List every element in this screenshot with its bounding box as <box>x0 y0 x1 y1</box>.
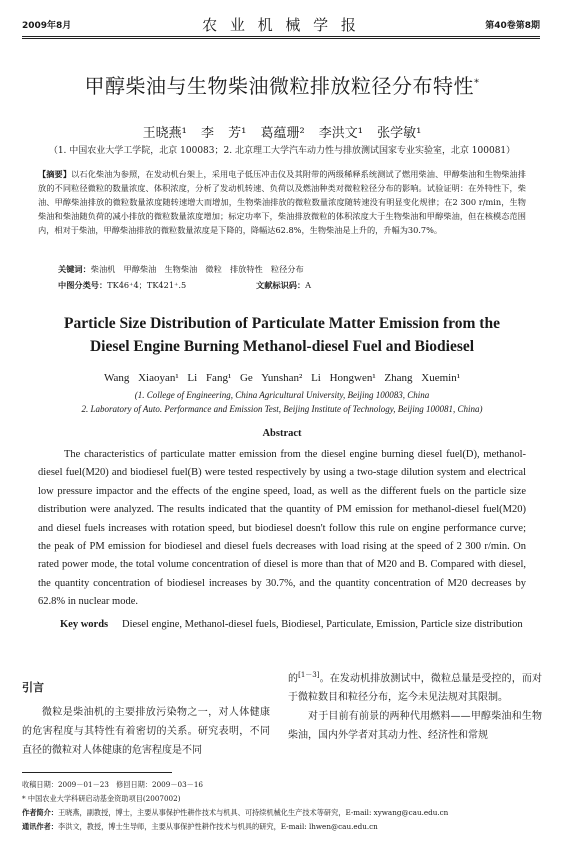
document-code <box>256 280 311 291</box>
header-date: 2009年8月 <box>22 21 72 31</box>
citation-ref: [1－3] <box>298 671 320 679</box>
english-abstract: The characteristics of particulate matter emission from the diesel engine burning diesel fuel(D), methanol-diesel fuel(M20) and biodiesel fuel(B) were tested respectively by using a two-stage dilution system and electrical low pressure impactor and the effects of the engine speed, load, as well as the different fuels on the particle size distribution were analyzed. The results indicated that the quantity of PM emission for methanol-diesel fuel(M20) and diesel fuels increases with rotation speed, but biodiesel doesn't follow this rule on engine performance curve; the peak of PM emission for biodiesel and diesel fuels decreases with load rising at the speed of 2 300 r/min. On rated power mode, the total volume concentration of diesel is more than that of M20 and B. Compared with diesel, the quantity concentration of biodiesel increases by 30.7%, and the quantity concentration of M20 decreases by 62.8% in nuclear mode. <box>38 449 526 608</box>
english-keywords <box>60 616 526 633</box>
chinese-abstract-text: 以石化柴油为参照，在发动机台架上，采用电子低压冲击仪及其附带的两级稀释系统测试了燃用柴油、甲醇柴油和生物柴油排放的不同粒径微粒的数量浓度、体积浓度，分析了发动机转速、负荷以及燃油种类对微粒粒径分布的影响。试验证明：在外特性下，柴油、甲醇柴油排放的微粒数量浓度随转速增大而增加，生物柴油排放的微粒数量浓度随转速没有明显变化规律；在2 300 r/min，生物柴油和柴油随负荷的减小排放的微粒数量浓度增加；标定功率下，柴油排放微粒的体积浓度大于生物柴油和甲醇柴油，但在核模态范围内，相对于柴油，甲醇柴油排放的微粒数量浓度是下降的，降幅达62.8%，生物柴油是上升的，升幅为30.7%。 <box>38 169 526 235</box>
header-volume: 第40卷第8期 <box>485 21 540 31</box>
footnote-corresponding <box>22 820 540 834</box>
chinese-keywords-label: 关键词： <box>58 264 91 274</box>
footnote-author-text: 王晓燕，副教授，博士，主要从事保护性耕作技术与机具、可持续机械化生产技术等研究，E-mail: xywang@cau.edu.cn <box>57 808 449 817</box>
header-rule-second <box>22 38 540 39</box>
journal-name: 农 业 机 械 学 报 <box>202 16 360 34</box>
footnotes <box>22 778 540 834</box>
classification-code: TK46⁺4；TK421⁺.5 <box>107 280 187 290</box>
introduction-paragraph-right-1 <box>288 666 542 707</box>
english-authors: Wang Xiaoyan¹ Li Fang¹ Ge Yunshan² Li Hongwen¹ Zhang Xuemin¹ <box>103 372 461 384</box>
introduction-heading: 引言 <box>22 681 44 694</box>
chinese-keywords <box>58 264 526 275</box>
chinese-keywords-text: 柴油机 甲醇柴油 生物柴油 微粒 排放特性 粒径分布 <box>90 264 304 274</box>
english-title-line1: Particle Size Distribution of Particulate Matter Emission from the <box>64 315 500 332</box>
chinese-title-text: 甲醇柴油与生物柴油微粒排放粒径分布特性 <box>84 74 474 98</box>
running-header <box>22 14 540 36</box>
chinese-abstract <box>38 167 526 237</box>
intro-text-a: 的 <box>288 673 299 685</box>
english-affiliation-1: (1. College of Engineering, China Agricultural University, Beijing 100083, China <box>134 390 430 400</box>
chinese-abstract-label: 【摘要】 <box>38 169 72 179</box>
document-code-label: 文献标识码： <box>256 280 306 290</box>
english-keywords-label: Key words <box>60 619 109 630</box>
classification-label: 中图分类号： <box>58 280 108 290</box>
footnote-rule <box>22 772 172 773</box>
introduction-paragraph-left: 微粒是柴油机的主要排放污染物之一，对人体健康的危害程度与其特性有着密切的关系。研究表明，不同直径的微粒对人体健康的危害程度是不同 <box>22 707 270 756</box>
english-title <box>0 312 564 358</box>
footnote-author <box>22 806 540 820</box>
chinese-affiliations: （1. 中国农业大学工学院，北京 100083；2. 北京理工大学汽车动力性与排放测试国家专业实验室，北京 100081） <box>48 146 516 156</box>
english-affiliation-2: 2. Laboratory of Auto. Performance and Emission Test, Beijing Institute of Technology, Beijing 100081, China) <box>81 404 483 414</box>
introduction-paragraph-right-2: 对于目前有前景的两种代用燃料——甲醇柴油和生物柴油，国内外学者对其动力性、经济性和常规 <box>288 711 542 742</box>
chinese-title <box>0 70 564 99</box>
chinese-authors: 王晓燕¹ 李 芳¹ 葛蕴珊² 李洪文¹ 张学敏¹ <box>142 126 422 141</box>
footnote-corr-label: 通讯作者： <box>22 822 58 831</box>
footnote-author-label: 作者简介： <box>22 808 58 817</box>
footnote-corr-text: 李洪文，教授，博士生导师，主要从事保护性耕作技术与机具的研究，E-mail: lhwen@cau.edu.cn <box>57 822 378 831</box>
classification <box>58 280 526 291</box>
footnote-fund: * 中国农业大学科研启动基金资助项目(2007002) <box>22 794 181 803</box>
english-abstract-heading: Abstract <box>262 428 302 439</box>
english-keywords-text: Diesel engine, Methanol-diesel fuels, Biodiesel, Particulate, Emission, Particle size distribution <box>122 619 523 630</box>
document-code-value: A <box>305 280 312 290</box>
title-footnote-mark: * <box>474 77 480 89</box>
english-title-line2: Diesel Engine Burning Methanol-diesel Fuel and Biodiesel <box>89 338 475 355</box>
footnote-received: 收稿日期：2009－01－23 修回日期：2009－03－16 <box>22 780 203 789</box>
body-left-column <box>22 668 270 760</box>
body-right-column <box>288 666 542 745</box>
intro-text-b: 。在发动机排放测试中，微粒总量是受控的，而对于微粒数目和粒径分布，迄今未见法规对其限制。 <box>288 673 543 704</box>
header-rule <box>22 36 540 37</box>
